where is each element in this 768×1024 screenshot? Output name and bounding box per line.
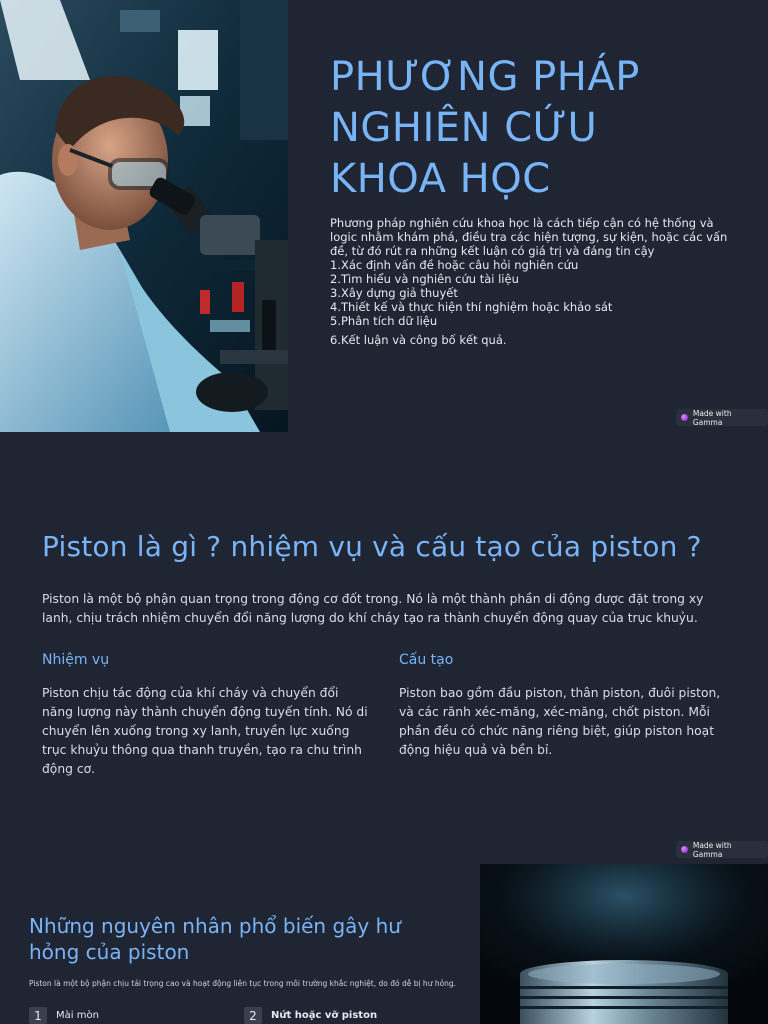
title-line: PHƯƠNG PHÁP [330, 54, 640, 100]
piston-photo [480, 864, 768, 1024]
mission-column [42, 652, 372, 779]
title-line: KHOA HỌC [330, 156, 551, 202]
slide-title: Những nguyên nhân phổ biến gây hư hỏng của piston [29, 914, 401, 964]
list-item: 1.Xác định vấn đề hoặc câu hỏi nghiên cứu [330, 258, 579, 272]
slide-piston-damage-causes [0, 864, 768, 1024]
list-item: 4.Thiết kế và thực hiện thí nghiệm hoặc khảo sát [330, 300, 613, 314]
column-text: Piston bao gồm đầu piston, thân piston, đuôi piston, và các rãnh xéc-măng, xéc-măng, chốt piston. Mỗi phần đều có chức năng riêng biệt, giúp piston hoạt động hiệu quả và bền bỉ. [399, 686, 721, 757]
structure-column [399, 652, 729, 760]
list-item: 5.Phân tích dữ liệu [330, 314, 438, 328]
scientist-microscope-photo [0, 0, 288, 432]
list-item: 6.Kết luận và công bố kết quả. [330, 333, 507, 347]
intro-paragraph: Piston là một bộ phận quan trọng trong động cơ đốt trong. Nó là một thành phần di động được đặt trong xy lanh, chịu trách nhiệm chuyển đổi năng lượng do khí cháy tạo ra thành chuyển động quay của trục khuỷu. [42, 592, 704, 625]
made-with-gamma-badge[interactable] [676, 841, 768, 858]
column-text: Piston chịu tác động của khí cháy và chuyển đổi năng lượng này thành chuyển động tuyến tính. Nó di chuyển lên xuống trong xy lanh, truyền lực xuống trục khuỷu thông qua thanh truyền, tạo ra chu trình động cơ. [42, 686, 368, 776]
cause-item [244, 1007, 377, 1024]
page-title [330, 52, 750, 205]
cause-number: 1 [29, 1007, 47, 1024]
badge-label: Made with Gamma [692, 408, 732, 427]
title-line: NGHIÊN CỨU [330, 105, 598, 151]
badge-label: Made with Gamma [692, 840, 732, 859]
column-heading: Nhiệm vụ [42, 652, 110, 668]
intro-paragraph: Phương pháp nghiên cứu khoa học là cách tiếp cận có hệ thống và logic nhằm khám phá, điều tra các hiện tượng, sự kiện, hoặc các vấn đề, từ đó rút ra những kết luận có giá trị và đáng tin cậy [330, 216, 728, 258]
list-item: 3.Xây dựng giả thuyết [330, 286, 458, 300]
slide-title: Piston là gì ? nhiệm vụ và cấu tạo của piston ? [42, 530, 702, 563]
made-with-gamma-badge[interactable] [676, 409, 768, 426]
column-heading: Cấu tạo [399, 652, 454, 668]
cause-number: 2 [244, 1007, 262, 1024]
gamma-logo-icon [681, 846, 688, 853]
cause-label: Nứt hoặc vỡ piston [271, 1010, 378, 1021]
cause-label: Mài mòn [56, 1010, 99, 1021]
intro-paragraph: Piston là một bộ phận chịu tải trọng cao và hoạt động liên tục trong môi trường khắc nghiệt, do đó dễ bị hư hỏng. [29, 979, 457, 988]
list-item: 2.Tìm hiểu và nghiên cứu tài liệu [330, 272, 519, 286]
slide-piston-overview [0, 432, 768, 864]
slide-research-methods [0, 0, 768, 432]
cause-item [29, 1007, 99, 1024]
gamma-logo-icon [681, 414, 688, 421]
steps-list [330, 258, 730, 347]
